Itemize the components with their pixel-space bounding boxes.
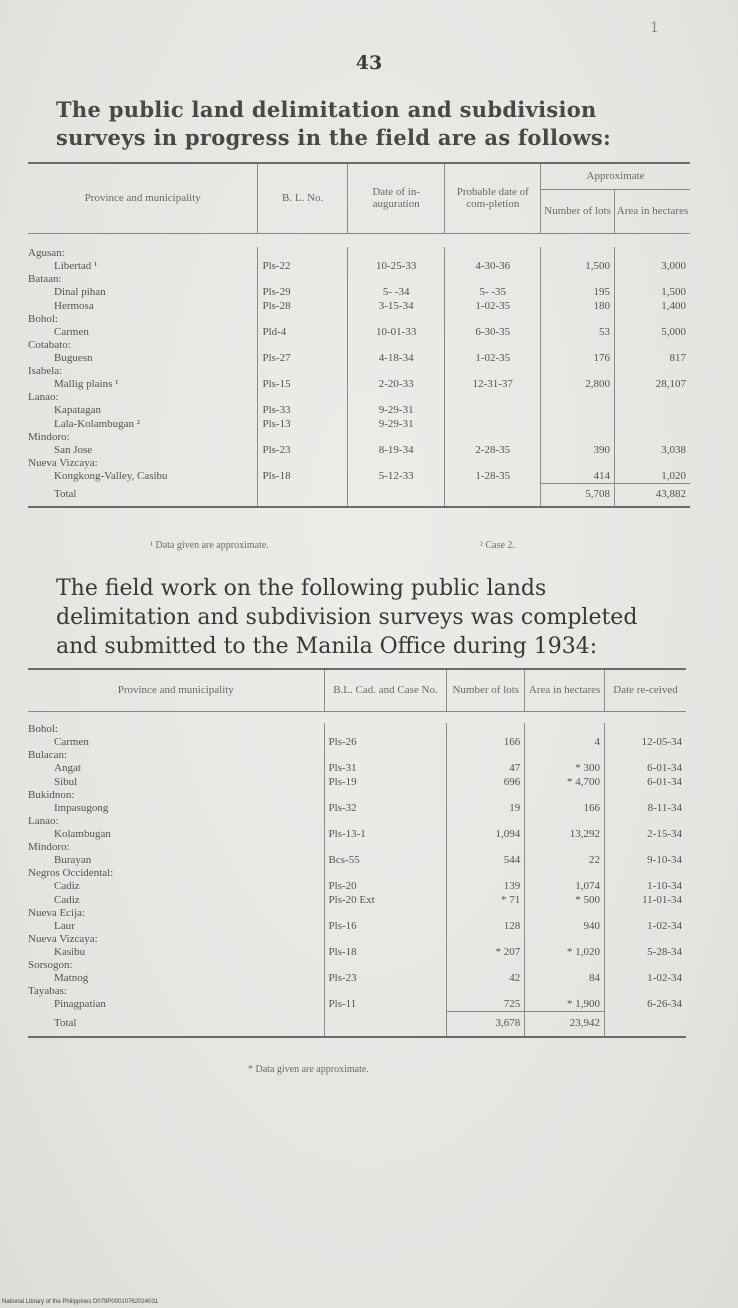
- date-received: 6-26-34: [605, 997, 687, 1011]
- lots-count: * 71: [447, 893, 525, 907]
- municipality-name: Lala-Kolambugan ²: [54, 418, 141, 430]
- completion-date: 6-30-35: [445, 325, 541, 339]
- empty-cell: [605, 959, 687, 971]
- empty-cell: [324, 867, 447, 879]
- date-received: 8-11-34: [605, 801, 687, 815]
- area-hectares: 166: [525, 801, 605, 815]
- completion-date: 12-31-37: [445, 377, 541, 391]
- table-row: [28, 879, 686, 893]
- empty-cell: [324, 1011, 447, 1037]
- table-row: [28, 815, 686, 827]
- empty-cell: [525, 867, 605, 879]
- header-province: Province and municipality: [28, 163, 258, 233]
- area-hectares: 3,038: [615, 443, 690, 457]
- lots-count: 42: [447, 971, 525, 985]
- completion-date: 1-02-35: [445, 299, 541, 313]
- empty-cell: [445, 457, 541, 469]
- completion-date: [445, 403, 541, 417]
- bl-number: Pld-4: [258, 325, 347, 339]
- empty-cell: [615, 313, 690, 325]
- province-name: Nueva Vizcaya:: [28, 457, 98, 469]
- province-name: Lanao:: [28, 815, 59, 827]
- empty-cell: [447, 841, 525, 853]
- empty-cell: [605, 749, 687, 761]
- inauguration-date: 5-12-33: [347, 469, 445, 483]
- surveys-in-progress-table: [28, 162, 690, 508]
- empty-cell: [541, 273, 615, 285]
- table-row: [28, 933, 686, 945]
- empty-cell: [447, 789, 525, 801]
- intro-paragraph-2: The field work on the following public lands delimitation and subdivision surveys was completed and submitted to the Manila Office during 1934:: [56, 576, 638, 659]
- empty-cell: [347, 483, 445, 507]
- municipality-name: Cadiz: [54, 880, 80, 892]
- table-row: [28, 457, 690, 469]
- table-row: [28, 377, 690, 391]
- date-received: 12-05-34: [605, 735, 687, 749]
- empty-cell: [615, 431, 690, 443]
- area-hectares: * 500: [525, 893, 605, 907]
- province-name: Bohol:: [28, 723, 58, 735]
- table-row: [28, 403, 690, 417]
- table-row: [28, 339, 690, 351]
- inauguration-date: 2-20-33: [347, 377, 445, 391]
- lots-count: 544: [447, 853, 525, 867]
- empty-cell: [615, 457, 690, 469]
- empty-cell: [605, 815, 687, 827]
- date-received: 1-02-34: [605, 919, 687, 933]
- header-lots: Number of lots: [447, 669, 525, 711]
- header-inauguration: Date of in-auguration: [347, 163, 445, 233]
- empty-cell: [347, 457, 445, 469]
- empty-cell: [324, 789, 447, 801]
- lots-count: 414: [541, 469, 615, 483]
- bl-case-number: Pls-13-1: [324, 827, 447, 841]
- province-name: Tayabas:: [28, 985, 67, 997]
- empty-cell: [525, 985, 605, 997]
- lots-count: 47: [447, 761, 525, 775]
- empty-cell: [605, 907, 687, 919]
- municipality-name: Buguesn: [54, 352, 93, 364]
- table-row: [28, 285, 690, 299]
- area-hectares: 817: [615, 351, 690, 365]
- empty-cell: [258, 273, 347, 285]
- header-lots: Number of lots: [541, 189, 615, 233]
- lots-count: 176: [541, 351, 615, 365]
- header-area: Area in hectares: [525, 669, 605, 711]
- empty-cell: [445, 247, 541, 259]
- empty-cell: [445, 365, 541, 377]
- empty-cell: [525, 933, 605, 945]
- empty-cell: [347, 365, 445, 377]
- bl-number: Pls-18: [258, 469, 347, 483]
- empty-cell: [525, 749, 605, 761]
- empty-cell: [258, 431, 347, 443]
- municipality-name: Libertad ¹: [54, 260, 98, 272]
- empty-cell: [605, 985, 687, 997]
- province-name: Mindoro:: [28, 431, 70, 443]
- date-received: 1-10-34: [605, 879, 687, 893]
- empty-cell: [324, 749, 447, 761]
- table-row: [28, 469, 690, 483]
- area-hectares: 1,074: [525, 879, 605, 893]
- municipality-name: Sibul: [54, 776, 78, 788]
- empty-cell: [347, 339, 445, 351]
- bl-case-number: Pls-18: [324, 945, 447, 959]
- table-row: [28, 789, 686, 801]
- archive-credit: National Library of the Philippines D079P00010762024031: [2, 1299, 159, 1305]
- inauguration-date: 4-18-34: [347, 351, 445, 365]
- municipality-name: Carmen: [54, 736, 89, 748]
- footnote-approximate: ¹ Data given are approximate.: [150, 540, 269, 551]
- table-row: [28, 959, 686, 971]
- empty-cell: [541, 313, 615, 325]
- empty-cell: [258, 339, 347, 351]
- inauguration-date: 10-01-33: [347, 325, 445, 339]
- empty-cell: [541, 247, 615, 259]
- municipality-name: Matnog: [54, 972, 89, 984]
- table-row: [28, 273, 690, 285]
- area-hectares: [615, 417, 690, 431]
- table-row: [28, 723, 686, 735]
- empty-cell: [324, 815, 447, 827]
- empty-cell: [615, 339, 690, 351]
- table-row: [28, 997, 686, 1011]
- empty-cell: [525, 841, 605, 853]
- area-hectares: * 300: [525, 761, 605, 775]
- footnote-approximate-2: * Data given are approximate.: [248, 1064, 369, 1075]
- municipality-name: Angat: [54, 762, 81, 774]
- municipality-name: Carmen: [54, 326, 89, 338]
- table-row: [28, 971, 686, 985]
- date-received: 2-15-34: [605, 827, 687, 841]
- lots-count: 166: [447, 735, 525, 749]
- area-hectares: 28,107: [615, 377, 690, 391]
- empty-cell: [324, 841, 447, 853]
- table-row: [28, 775, 686, 789]
- bl-case-number: Pls-11: [324, 997, 447, 1011]
- bl-number: Pls-13: [258, 417, 347, 431]
- completion-date: [445, 417, 541, 431]
- lots-count: 139: [447, 879, 525, 893]
- table-row: [28, 365, 690, 377]
- empty-cell: [445, 273, 541, 285]
- bl-case-number: Pls-23: [324, 971, 447, 985]
- empty-cell: [447, 723, 525, 735]
- area-hectares: 1,400: [615, 299, 690, 313]
- lots-count: 1,500: [541, 259, 615, 273]
- completion-date: 1-28-35: [445, 469, 541, 483]
- province-name: Bohol:: [28, 313, 58, 325]
- table-row: [28, 867, 686, 879]
- corner-mark: 1: [650, 20, 659, 36]
- bl-case-number: Pls-16: [324, 919, 447, 933]
- lots-count: 128: [447, 919, 525, 933]
- header-bl-case: B.L. Cad. and Case No.: [324, 669, 447, 711]
- header-area: Area in hectares: [615, 189, 690, 233]
- area-hectares: * 1,900: [525, 997, 605, 1011]
- table1-body: [28, 233, 690, 507]
- province-name: Isabela:: [28, 365, 63, 377]
- area-hectares: 22: [525, 853, 605, 867]
- municipality-name: San Jose: [54, 444, 93, 456]
- table-row: [28, 391, 690, 403]
- table-row: [28, 841, 686, 853]
- lots-count: [541, 417, 615, 431]
- bl-case-number: Pls-32: [324, 801, 447, 815]
- empty-cell: [615, 365, 690, 377]
- bl-number: Pls-28: [258, 299, 347, 313]
- empty-cell: [605, 789, 687, 801]
- header-approximate: Approximate: [541, 163, 690, 189]
- completion-date: 1-02-35: [445, 351, 541, 365]
- table-row: [28, 893, 686, 907]
- municipality-name: Kasibu: [54, 946, 86, 958]
- table-row: [28, 351, 690, 365]
- table-row: [28, 985, 686, 997]
- empty-cell: [258, 483, 347, 507]
- lots-count: 390: [541, 443, 615, 457]
- date-received: 9-10-34: [605, 853, 687, 867]
- table-row: [28, 749, 686, 761]
- municipality-name: Hermosa: [54, 300, 94, 312]
- total-label: Total: [54, 1017, 77, 1029]
- empty-cell: [445, 483, 541, 507]
- header-date: Date re-ceived: [605, 669, 687, 711]
- municipality-name: Impasugong: [54, 802, 109, 814]
- table-row: [28, 299, 690, 313]
- date-received: 6-01-34: [605, 761, 687, 775]
- empty-cell: [258, 365, 347, 377]
- surveys-completed-table: [28, 668, 686, 1038]
- empty-cell: [605, 933, 687, 945]
- municipality-name: Laur: [54, 920, 75, 932]
- empty-cell: [615, 247, 690, 259]
- municipality-name: Cadiz: [54, 894, 80, 906]
- table-row: [28, 945, 686, 959]
- bl-number: Pls-23: [258, 443, 347, 457]
- empty-cell: [605, 867, 687, 879]
- empty-cell: [445, 313, 541, 325]
- total-row: [28, 1011, 686, 1037]
- empty-cell: [447, 867, 525, 879]
- empty-cell: [541, 391, 615, 403]
- empty-cell: [525, 959, 605, 971]
- province-name: Bataan:: [28, 273, 62, 285]
- empty-cell: [447, 959, 525, 971]
- bl-case-number: Pls-20: [324, 879, 447, 893]
- empty-cell: [525, 723, 605, 735]
- intro-paragraph-1: The public land delimitation and subdivision surveys in progress in the field are as follows:: [56, 97, 612, 150]
- municipality-name: Mallig plains ¹: [54, 378, 119, 390]
- province-name: Cotabato:: [28, 339, 71, 351]
- empty-cell: [615, 391, 690, 403]
- inauguration-date: 10-25-33: [347, 259, 445, 273]
- empty-cell: [258, 457, 347, 469]
- empty-cell: [347, 391, 445, 403]
- header-completion: Probable date of com-pletion: [445, 163, 541, 233]
- table2-body: [28, 711, 686, 1037]
- province-name: Agusan:: [28, 247, 65, 259]
- empty-cell: [324, 723, 447, 735]
- date-received: 1-02-34: [605, 971, 687, 985]
- bl-case-number: Pls-20 Ext: [324, 893, 447, 907]
- area-hectares: 84: [525, 971, 605, 985]
- lots-count: 53: [541, 325, 615, 339]
- table-row: [28, 417, 690, 431]
- province-name: Bukidnon:: [28, 789, 75, 801]
- bl-number: Pls-33: [258, 403, 347, 417]
- table-row: [28, 827, 686, 841]
- table-row: [28, 247, 690, 259]
- area-hectares: 1,500: [615, 285, 690, 299]
- lots-count: 1,094: [447, 827, 525, 841]
- total-lots: 5,708: [541, 483, 615, 507]
- bl-case-number: Pls-31: [324, 761, 447, 775]
- empty-cell: [324, 985, 447, 997]
- lots-count: 2,800: [541, 377, 615, 391]
- total-lots: 3,678: [447, 1011, 525, 1037]
- bl-case-number: Bcs-55: [324, 853, 447, 867]
- total-area: 43,882: [615, 483, 690, 507]
- table-row: [28, 853, 686, 867]
- municipality-name: Dinal pihan: [54, 286, 106, 298]
- lots-count: 696: [447, 775, 525, 789]
- table-row: [28, 313, 690, 325]
- province-name: Nueva Vizcaya:: [28, 933, 98, 945]
- empty-cell: [347, 247, 445, 259]
- empty-cell: [615, 273, 690, 285]
- header-province: Province and municipality: [28, 669, 324, 711]
- empty-cell: [447, 933, 525, 945]
- bl-number: Pls-29: [258, 285, 347, 299]
- empty-cell: [541, 431, 615, 443]
- area-hectares: 3,000: [615, 259, 690, 273]
- table-row: [28, 907, 686, 919]
- empty-cell: [445, 339, 541, 351]
- bl-number: Pls-27: [258, 351, 347, 365]
- area-hectares: * 4,700: [525, 775, 605, 789]
- completion-date: 2-28-35: [445, 443, 541, 457]
- empty-cell: [447, 985, 525, 997]
- empty-cell: [541, 365, 615, 377]
- empty-cell: [541, 339, 615, 351]
- area-hectares: 1,020: [615, 469, 690, 483]
- table-row: [28, 919, 686, 933]
- empty-cell: [347, 273, 445, 285]
- table-row: [28, 735, 686, 749]
- date-received: 5-28-34: [605, 945, 687, 959]
- table-row: [28, 431, 690, 443]
- page-number: 43: [355, 52, 383, 74]
- inauguration-date: 3-15-34: [347, 299, 445, 313]
- bl-case-number: Pls-26: [324, 735, 447, 749]
- inauguration-date: 5- -34: [347, 285, 445, 299]
- empty-cell: [324, 933, 447, 945]
- empty-cell: [541, 457, 615, 469]
- empty-cell: [258, 313, 347, 325]
- lots-count: * 207: [447, 945, 525, 959]
- completion-date: 5- -35: [445, 285, 541, 299]
- municipality-name: Kongkong-Valley, Casibu: [54, 470, 168, 482]
- footnote-case: ² Case 2.: [480, 540, 515, 551]
- table-row: [28, 801, 686, 815]
- province-name: Bulacan:: [28, 749, 68, 761]
- area-hectares: 5,000: [615, 325, 690, 339]
- empty-cell: [605, 723, 687, 735]
- lots-count: 195: [541, 285, 615, 299]
- empty-cell: [447, 907, 525, 919]
- empty-cell: [447, 815, 525, 827]
- empty-cell: [525, 815, 605, 827]
- area-hectares: 4: [525, 735, 605, 749]
- bl-number: Pls-15: [258, 377, 347, 391]
- municipality-name: Kolambugan: [54, 828, 111, 840]
- total-area: 23,942: [525, 1011, 605, 1037]
- inauguration-date: 9-29-31: [347, 417, 445, 431]
- empty-cell: [347, 313, 445, 325]
- province-name: Lanao:: [28, 391, 59, 403]
- bl-case-number: Pls-19: [324, 775, 447, 789]
- municipality-name: Pinagpatian: [54, 998, 106, 1010]
- inauguration-date: 9-29-31: [347, 403, 445, 417]
- bl-number: Pls-22: [258, 259, 347, 273]
- empty-cell: [347, 431, 445, 443]
- area-hectares: * 1,020: [525, 945, 605, 959]
- area-hectares: [615, 403, 690, 417]
- province-name: Mindoro:: [28, 841, 70, 853]
- lots-count: [541, 403, 615, 417]
- municipality-name: Kapatagan: [54, 404, 102, 416]
- date-received: 11-01-34: [605, 893, 687, 907]
- province-name: Negros Occidental:: [28, 867, 114, 879]
- total-row: [28, 483, 690, 507]
- empty-cell: [525, 789, 605, 801]
- municipality-name: Burayan: [54, 854, 92, 866]
- province-name: Nueva Ecija:: [28, 907, 86, 919]
- area-hectares: 13,292: [525, 827, 605, 841]
- empty-cell: [605, 1011, 687, 1037]
- empty-cell: [605, 841, 687, 853]
- date-received: 6-01-34: [605, 775, 687, 789]
- province-name: Sorsogon:: [28, 959, 73, 971]
- table-row: [28, 443, 690, 457]
- header-bl-no: B. L. No.: [258, 163, 347, 233]
- lots-count: 19: [447, 801, 525, 815]
- total-label: Total: [54, 488, 77, 500]
- lots-count: 180: [541, 299, 615, 313]
- empty-cell: [324, 959, 447, 971]
- lots-count: 725: [447, 997, 525, 1011]
- table-row: [28, 325, 690, 339]
- table-row: [28, 761, 686, 775]
- area-hectares: 940: [525, 919, 605, 933]
- empty-cell: [258, 247, 347, 259]
- empty-cell: [445, 391, 541, 403]
- empty-cell: [525, 907, 605, 919]
- empty-cell: [447, 749, 525, 761]
- completion-date: 4-30-36: [445, 259, 541, 273]
- inauguration-date: 8-19-34: [347, 443, 445, 457]
- empty-cell: [258, 391, 347, 403]
- empty-cell: [324, 907, 447, 919]
- empty-cell: [445, 431, 541, 443]
- table-row: [28, 259, 690, 273]
